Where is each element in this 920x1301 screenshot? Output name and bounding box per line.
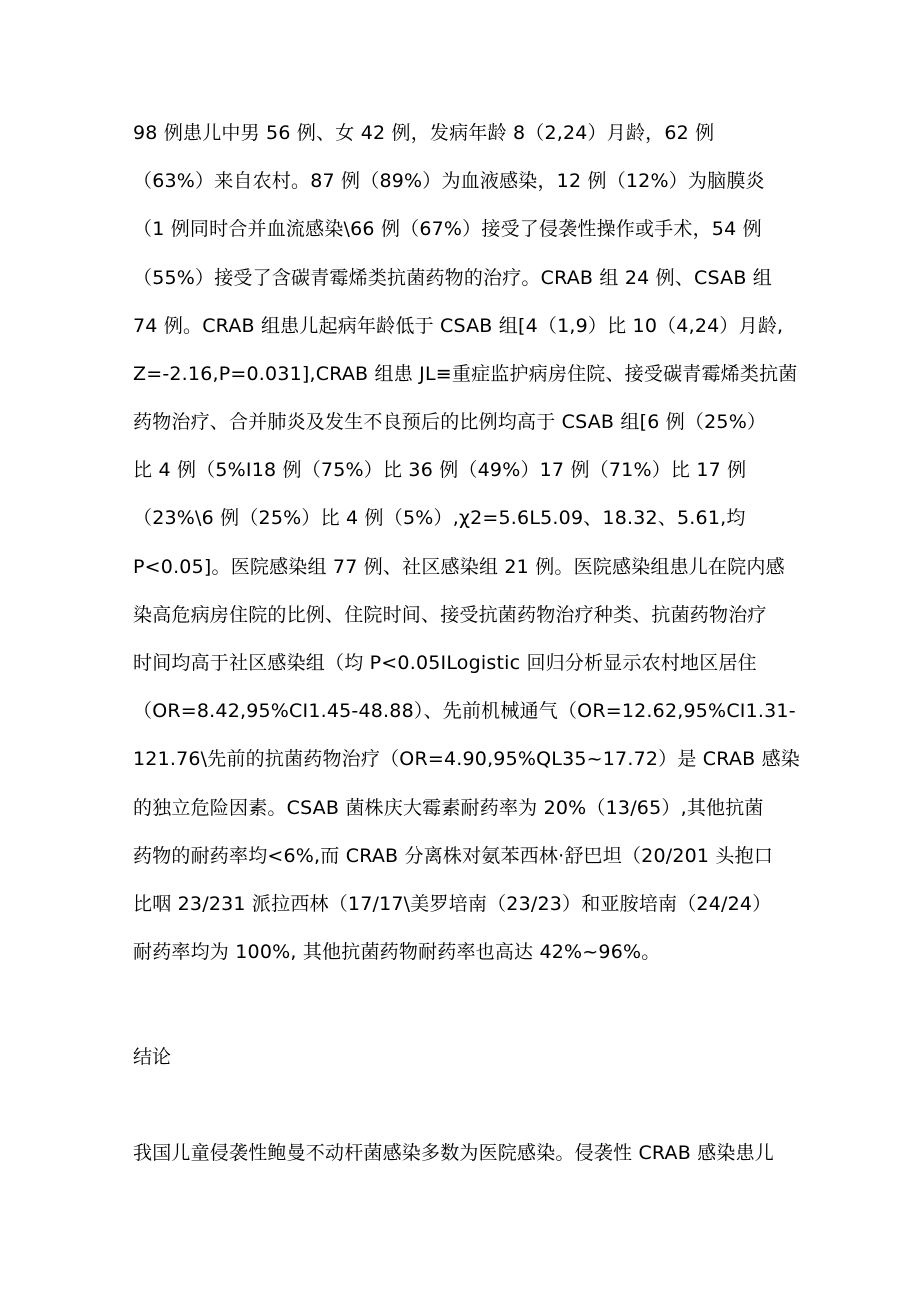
results-line-17: 比咽 23/231 派拉西林（17/17\美罗培南（23/23）和亚胺培南（24/24） <box>133 893 772 915</box>
conclusion-heading: 结论 <box>133 1046 172 1068</box>
results-line-1: 98 例患儿中男 56 例、女 42 例，发病年龄 8（2,24）月龄，62 例 <box>133 122 715 144</box>
results-line-14: 121.76\先前的抗菌药物治疗（OR=4.90,95%QL35~17.72）是 CRAB 感染 <box>133 748 800 770</box>
results-line-9: （23%\6 例（25%）比 4 例（5%）,χ2=5.6L5.09、18.32、5.61,均 <box>133 507 746 529</box>
results-line-13: （OR=8.42,95%CI1.45-48.88）、先前机械通气（OR=12.62,95%CI1.31- <box>133 700 796 722</box>
results-line-18: 耐药率均为 100%, 其他抗菌药物耐药率也高达 42%~96%。 <box>133 941 661 963</box>
conclusion-line-1: 我国儿童侵袭性鲍曼不动杆菌感染多数为医院感染。侵袭性 CRAB 感染患儿 <box>133 1142 775 1164</box>
results-line-15: 的独立危险因素。CSAB 菌株庆大霉素耐药率为 20%（13/65）,其他抗菌 <box>133 797 764 819</box>
results-line-11: 染高危病房住院的比例、住院时间、接受抗菌药物治疗种类、抗菌药物治疗 <box>133 604 767 626</box>
results-line-12: 时间均高于社区感染组（均 P<0.05ILogistic 回归分析显示农村地区居住 <box>133 652 757 674</box>
results-line-10: P<0.05]。医院感染组 77 例、社区感染组 21 例。医院感染组患儿在院内感 <box>133 556 785 578</box>
results-line-4: （55%）接受了含碳青霉烯类抗菌药物的治疗。CRAB 组 24 例、CSAB 组 <box>133 267 773 289</box>
results-line-8: 比 4 例（5%I18 例（75%）比 36 例（49%）17 例（71%）比 17 例 <box>133 459 747 481</box>
results-line-16: 药物的耐药率均<6%,而 CRAB 分离株对氨苯西林·舒巴坦（20/201 头抱口 <box>133 845 774 867</box>
results-line-3: （1 例同时合并血流感染\66 例（67%）接受了侵袭性操作或手术，54 例 <box>133 218 762 240</box>
results-line-2: （63%）来自农村。87 例（89%）为血液感染，12 例（12%）为脑膜炎 <box>133 170 765 192</box>
results-line-6: Z=-2.16,P=0.031],CRAB 组患 JL≡重症监护病房住院、接受碳青霉烯类抗菌 <box>133 363 798 385</box>
results-line-7: 药物治疗、合并肺炎及发生不良预后的比例均高于 CSAB 组[6 例（25%） <box>133 411 767 433</box>
results-line-5: 74 例。CRAB 组患儿起病年龄低于 CSAB 组[4（1,9）比 10（4,24）月龄, <box>133 315 784 337</box>
